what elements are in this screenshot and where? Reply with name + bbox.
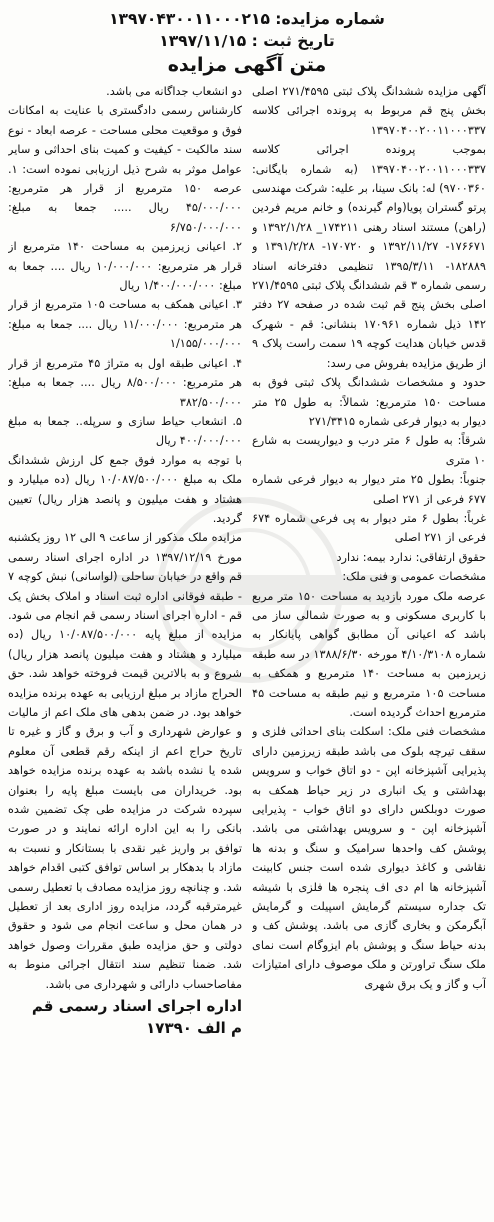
left-column-paragraph: مزایده ملک مذکور از ساعت ۹ الی ۱۲ روز یکشنبه مورخ ۱۳۹۷/۱۲/۱۹ در اداره اجرای اسناد رسمی قم واقع در خیابان ساحلی (لواسانی) نبش کوچه ۷ - طبقه فوقانی اداره ثبت اسناد و املاک بخش یک قم - اداره اجرای اسناد رسمی قم انجام می شود. مزایده از مبلغ پایه ۱۰/۰۸۷/۵۰۰/۰۰۰ ریال (ده میلیارد و هشتاد و هفت میلیون پانصد هزار ریال) شروع و به بالاترین قیمت فروخته خواهد شد. حق الحراج مازاد بر مبلغ ارزیابی به عهده برنده مزایده خواهد بود. در ضمن بدهی های ملک اعم از مالیات و عوارض شهرداری و آب و برق و گاز و غیره تا تاریخ حراج اعم از اینکه رقم قطعی آن معلوم شده یا نشده باشد به عهده برنده مزایده خواهد بود. خریداران می بایست مبلغ پایه را بعنوان سپرده شرکت در مزایده طی چک تضمین شده بانکی را به این اداره ارائه نمایند و در صورت توافق بر واریز غیر نقدی با بستانکار و نسبت به مازاد با بدهکار بر اساس توافق کتبی اقدام خواهد شد. و چنانچه روز مزایده مصادف با تعطیل رسمی غیرمترقبه گردد، مزایده روز اداری بعد از تعطیل در همان محل و ساعت انجام می شود و حقوق دولتی و حق مزایده طبق مقررات وصول خواهد شد. ضمنا تنظیم سند انتقال اجرائی منوط به مفاصاحساب دارائی و شهرداری می باشد. bbox=[8, 531, 242, 991]
left-column-paragraph: با توجه به موارد فوق جمع کل ارزش ششدانگ ملک به مبلغ ۱۰/۰۸۷/۵۰۰/۰۰۰ ریال (ده میلیارد و هشتاد و هفت میلیون و پانصد هزار ریال) تعیین گردید. bbox=[8, 453, 242, 525]
registration-date: تاریخ ثبت : ۱۳۹۷/۱۱/۱۵ bbox=[159, 32, 335, 50]
signature-office: اداره اجرای اسناد رسمی قم bbox=[31, 997, 242, 1016]
notice-title: متن آگهی مزایده bbox=[167, 54, 327, 76]
signature-code: م الف ۱۷۳۹۰ bbox=[146, 1019, 242, 1038]
right-column-paragraph: بموجب پرونده اجرائی کلاسه ۱۳۹۷۰۴۰۰۲۰۰۱۱۰۰۰۳۳۷ (به شماره بایگانی: ۹۷۰۰۳۶۰) له: بانک سینا، بر علیه: شرکت مهندسی پرتو گستران پویا(وام گیرنده) و خانم مریم فردین (راهن) مستند اسناد رهنی ۱۷۴۲۱۱_ ۱۳۹۲/۱/۲۸ و ۱۷۶۶۷۱- ۱۳۹۲/۱۱/۲۷ و ۱۷۰۷۲۰- ۱۳۹۱/۲/۲۸ و ۱۸۲۸۸۹- ۱۳۹۵/۳/۱۱ تنظیمی دفترخانه اسناد رسمی شماره ۳ قم ششدانگ پلاک ثبتی ۲۷۱/۴۵۹۵ اصلی بخش پنج قم ثبت شده در صفحه ۲۷ دفتر ۱۴۲ ذیل شماره ۱۷۰۹۶۱ بنشانی: قم - شهرک قدس خیابان هدایت کوچه ۱۹ سمت راست پلاک ۹ از طریق مزایده بفروش می رسد: bbox=[252, 143, 486, 370]
right-column-paragraph: حدود و مشخصات ششدانگ پلاک ثبتی فوق به مساحت ۱۵۰ مترمربع: شمالاً: به طول ۲۵ متر دیوار به دیوار فرعی شماره ۲۷۱/۳۴۱۵ bbox=[252, 376, 486, 428]
right-column-paragraph: عرصه ملک مورد بازدید به مساحت ۱۵۰ متر مربع با کاربری مسکونی و به صورت شمالی ساز می باشد که اعیانی آن مطابق گواهی پایانکار به شماره ۴/۱۰/۳۱۰۸ مورخه ۱۳۸۸/۶/۳۰ در سه طبقه زیرزمین به مساحت ۱۴۰ مترمربع و همکف به مساحت ۱۰۵ مترمربع و نیم طبقه به مساحت ۴۵ مترمربع احداث گردیده است. bbox=[252, 589, 486, 719]
left-column-paragraph: ۴. اعیانی طبقه اول به متراژ ۴۵ مترمربع از قرار هر مترمربع: ۸/۵۰۰/۰۰۰ ریال .... جمعا به مبلغ: ۳۸۲/۵۰۰/۰۰۰ bbox=[8, 356, 242, 409]
right-column-paragraph: جنوباً: بطول ۲۵ متر دیوار به دیوار فرعی شماره ۶۷۷ فرعی از ۲۷۱ اصلی bbox=[252, 473, 486, 506]
right-column-paragraph: حقوق ارتفاقی: ندارد بیمه: ندارد bbox=[336, 550, 486, 564]
left-column bbox=[8, 82, 242, 1192]
auction-number: شماره مزایده: ۱۳۹۷۰۴۳۰۰۱۱۰۰۰۲۱۵ bbox=[109, 10, 385, 28]
right-column-paragraph: غرباً: بطول ۶ متر دیوار به پی فرعی شماره ۶۷۴ فرعی از ۲۷۱ اصلی bbox=[252, 511, 486, 545]
right-column-paragraph: شرقاً: به طول ۶ متر درب و دیواریست به شارع ۱۰ متری bbox=[252, 434, 486, 467]
left-column-paragraph: ۵. انشعاب حیاط سازی و سرپله.. جمعا به مبلغ ۴۰۰/۰۰۰/۰۰۰ ریال bbox=[8, 414, 242, 448]
left-column-paragraph: ۳. اعیانی همکف به مساحت ۱۰۵ مترمربع از قرار هر مترمربع: ۱۱/۰۰۰/۰۰۰ ریال .... جمعا به مبلغ: ۱/۱۵۵/۰۰۰/۰۰۰ bbox=[8, 298, 242, 351]
left-column-paragraph: ۲. اعیانی زیرزمین به مساحت ۱۴۰ مترمربع از قرار هر مترمربع: ۱۰/۰۰۰/۰۰۰ ریال .... جمعا به مبلغ: ۱/۴۰۰/۰۰۰/۰۰۰ ریال bbox=[8, 240, 242, 293]
notice-body bbox=[8, 82, 486, 1192]
right-column-paragraph: مشخصات فنی ملک: اسکلت بنای احداثی فلزی و سقف تیرچه بلوک می باشد طبقه زیرزمین دارای پذیرایی آشپزخانه اپن - دو اتاق خواب و سرویس بهداشتی و یک انباری در زیر حیاط همکف به صورت دوبلکس دارای دو اتاق خواب - پذیرایی آشپزخانه اپن - و سرویس بهداشتی می باشد. پوشش کف واحدها سرامیک و سنگ و بدنه ها نقاشی و کاغذ دیواری شده است جنس کابینت آشپزخانه ها ام دی اف پنجره ها فلزی با شیشه تک جداره سیستم گرمایش اسپیلت و گرمایش آبگرمکن و بخاری گازی می باشد. پوشش کف و بدنه حیاط سنگ و پوشش بام ایزوگام است نمای ملک سنگ تراورتن و ملک موصوف دارای امتیازات آب و گاز و یک برق شهری bbox=[252, 725, 486, 991]
left-column-paragraph: دو انشعاب جداگانه می باشد. bbox=[106, 85, 242, 98]
right-column bbox=[252, 82, 486, 1192]
right-column-paragraph: مشخصات عمومی و فنی ملک: bbox=[342, 570, 486, 584]
right-column-paragraph: آگهی مزایده ششدانگ پلاک ثبتی ۲۷۱/۴۵۹۵ اصلی بخش پنج قم مربوط به پرونده اجرائی کلاسه ۱۳۹۷۰۴۰۰۲۰۰۱۱۰۰۰۳۳۷ bbox=[252, 85, 486, 137]
left-column-paragraphs bbox=[8, 82, 242, 994]
left-column-paragraph: کارشناس رسمی دادگستری با عنایت به امکانات فوق و موقعیت محلی مساحت - عرصه ابعاد - نوع سند مالکیت - کیفیت و کمیت بنای احداثی و سایر عوامل موثر به شرح ذیل ارزیابی نموده است: ۱. عرصه ۱۵۰ مترمربع از قرار هر مترمربع: ۴۵/۰۰۰/۰۰۰ ریال ..... جمعا به مبلغ: ۶/۷۵۰/۰۰۰/۰۰۰ bbox=[8, 104, 242, 234]
notice-header bbox=[8, 6, 486, 82]
